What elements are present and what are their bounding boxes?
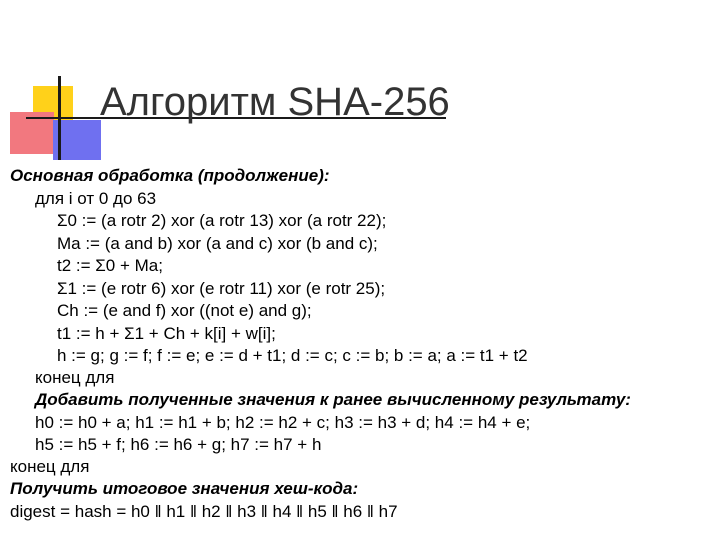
code-line-t2: t2 := Σ0 + Ma; xyxy=(57,256,163,275)
loop-end-line: конец для xyxy=(35,368,115,387)
section-header-main-processing: Основная обработка (продолжение): xyxy=(10,166,330,185)
code-line-ma: Ma := (a and b) xor (a and c) xor (b and c); xyxy=(57,234,378,253)
code-line-ch: Ch := (e and f) xor ((not e) and g); xyxy=(57,301,312,320)
section-header-final-hash: Получить итоговое значения хеш-кода: xyxy=(10,479,359,498)
code-line-rotation: h := g; g := f; f := e; e := d + t1; d := c; c := b; b := a; a := t1 + t2 xyxy=(57,346,528,365)
code-line-h0-h4: h0 := h0 + a; h1 := h1 + b; h2 := h2 + c; h3 := h3 + d; h4 := h4 + e; xyxy=(35,413,531,432)
code-line-digest: digest = hash = h0 ǁ h1 ǁ h2 ǁ h3 ǁ h4 ǁ h5 ǁ h6 ǁ h7 xyxy=(10,502,398,521)
code-line-h5-h7: h5 := h5 + f; h6 := h6 + g; h7 := h7 + h xyxy=(35,435,322,454)
code-line-t1: t1 := h + Σ1 + Ch + k[i] + w[i]; xyxy=(57,324,276,343)
section-header-add-values: Добавить полученные значения к ранее вычисленному результату: xyxy=(35,390,631,409)
code-line-sigma0: Σ0 := (a rotr 2) xor (a rotr 13) xor (a rotr 22); xyxy=(57,211,387,230)
outer-loop-end-line: конец для xyxy=(10,457,90,476)
loop-start-line: для i от 0 до 63 xyxy=(35,189,157,208)
code-line-sigma1: Σ1 := (e rotr 6) xor (e rotr 11) xor (e rotr 25); xyxy=(57,279,386,298)
slide-title: Алгоритм SHA-256 xyxy=(100,80,450,124)
